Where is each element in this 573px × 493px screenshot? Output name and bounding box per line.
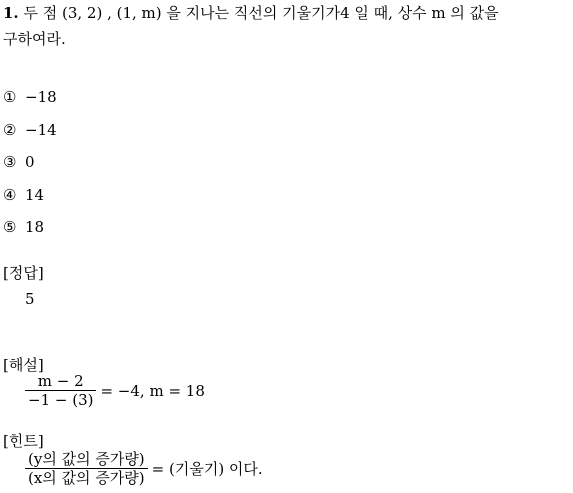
question-text-line-1: 두 점 (3, 2) , (1, m) 을 지나는 직선의 기울기가4 일 때, 상수 m 의 값을 [23,4,499,22]
fraction-numerator: (y의 값의 증가량) [25,450,148,469]
hint-equation [25,450,263,487]
choice-mark: ⑤ [3,218,17,236]
hint-fraction [25,450,148,487]
fraction-denominator: −1 − (3) [28,391,94,409]
explanation-fraction [25,372,96,409]
explanation-label: [해설] [3,356,44,374]
choice-text: −14 [25,121,57,139]
explanation-equation [25,372,205,409]
fraction-denominator: (x의 값의 증가량) [28,469,145,487]
choice-text: 0 [25,153,35,171]
question-number: 1. [3,4,19,22]
choice-text: 14 [25,186,45,204]
choice-text: 18 [25,218,45,236]
choice-2[interactable] [3,121,57,139]
choice-mark: ① [3,88,17,106]
hint-label: [힌트] [3,432,44,450]
answer-value: 5 [25,290,35,308]
hint-result: = (기울기) 이다. [151,460,263,478]
question-line-1 [3,2,499,23]
choice-text: −18 [25,88,57,106]
answer-label: [정답] [3,264,44,282]
choice-4[interactable] [3,186,44,204]
choice-mark: ③ [3,153,17,171]
choice-3[interactable] [3,153,35,171]
fraction-numerator: m − 2 [25,372,96,391]
choice-5[interactable] [3,218,44,236]
choice-1[interactable] [3,88,57,106]
choice-mark: ② [3,121,17,139]
question-line-2: 구하여라. [3,30,66,48]
explanation-result: = −4, m = 18 [100,381,205,400]
choice-mark: ④ [3,186,17,204]
